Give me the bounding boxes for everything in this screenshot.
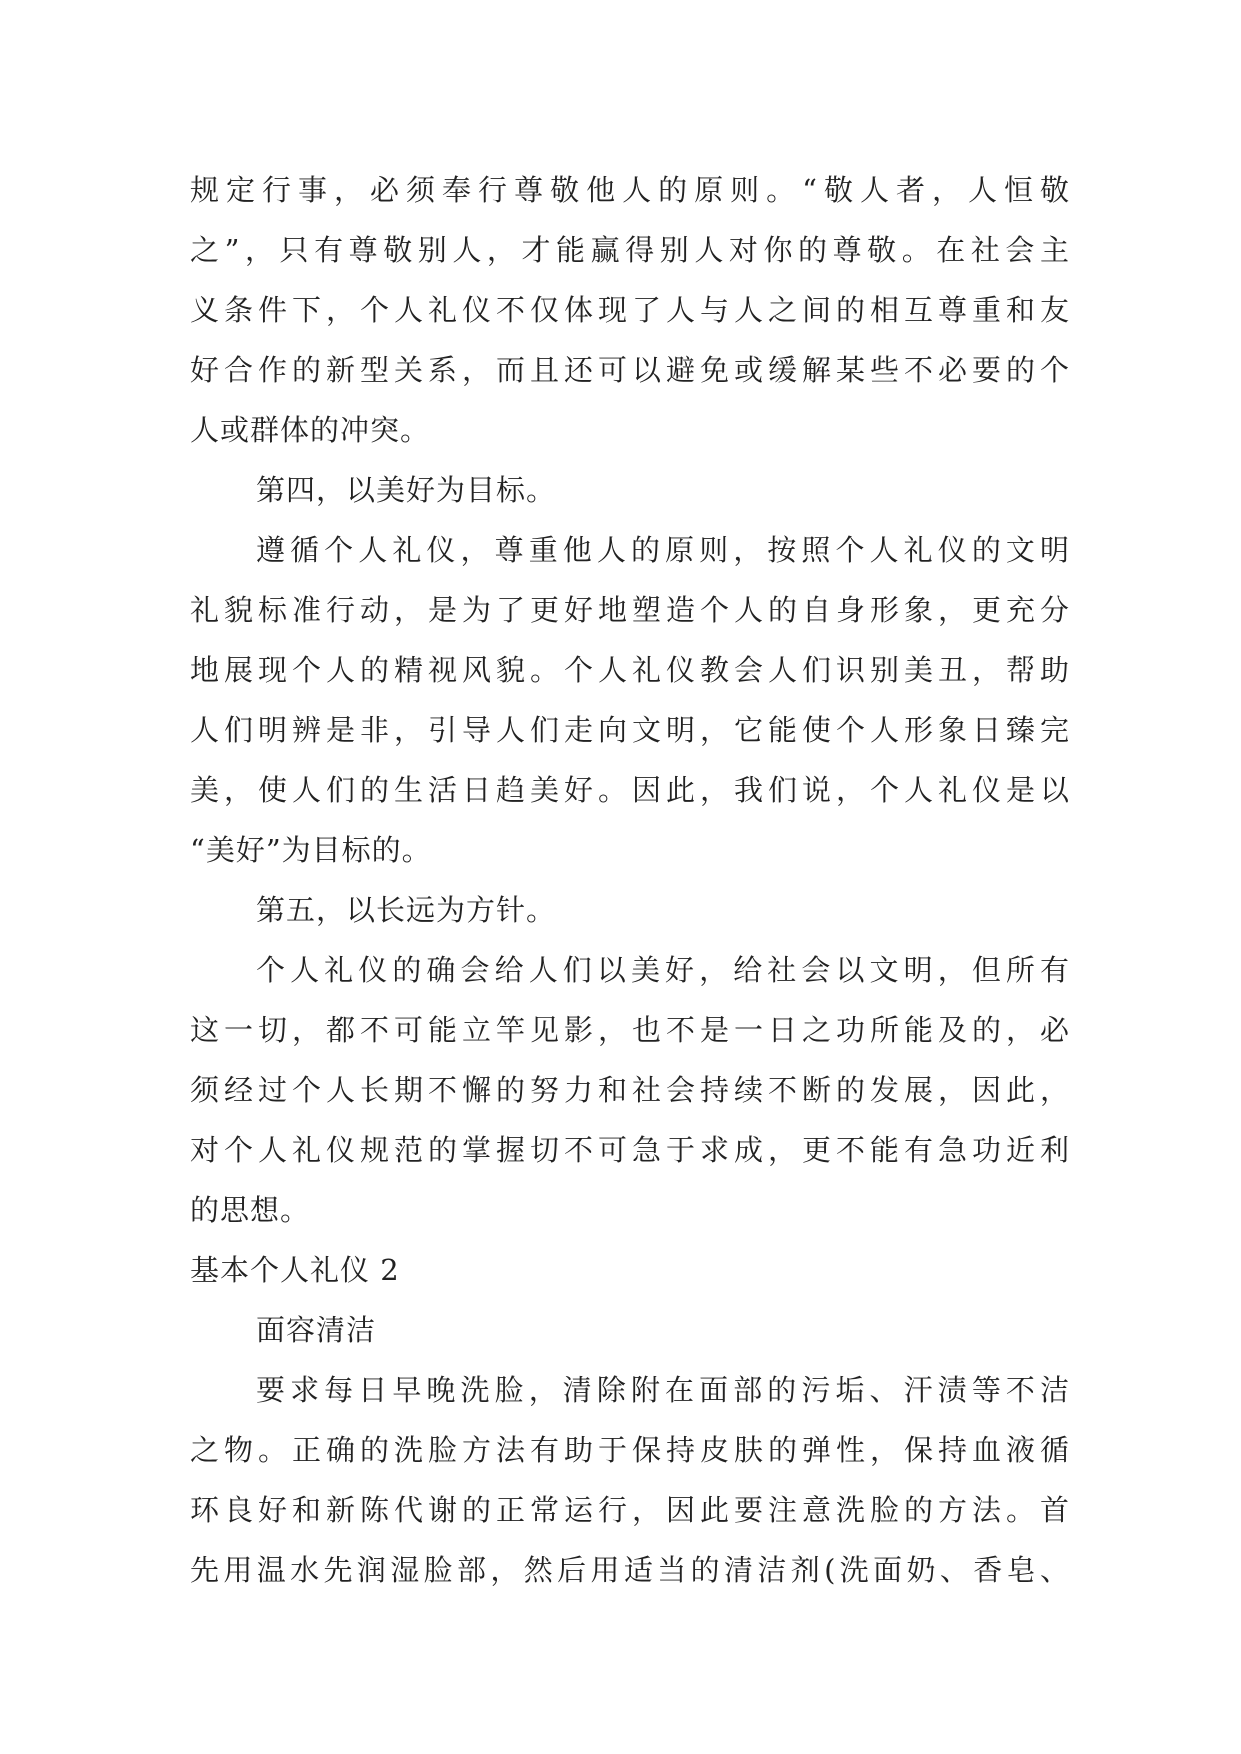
- text-line: 要求每日早晚洗脸，清除附在面部的污垢、汗渍等不洁: [256, 1373, 1070, 1407]
- text-line: 第五，以长远为方针。: [256, 893, 557, 927]
- text-line: 遵循个人礼仪，尊重他人的原则，按照个人礼仪的文明: [256, 533, 1070, 567]
- text-line: 第四，以美好为目标。: [256, 473, 557, 507]
- text-line: 对个人礼仪规范的掌握切不可急于求成，更不能有急功近利: [190, 1133, 1070, 1167]
- text-line: 须经过个人长期不懈的努力和社会持续不断的发展，因此，: [190, 1073, 1070, 1107]
- document-body: [190, 160, 1070, 1600]
- text-line: 环良好和新陈代谢的正常运行，因此要注意洗脸的方法。首: [190, 1493, 1070, 1527]
- paragraph-face-cleaning-heading: [190, 1300, 1070, 1360]
- text-line: “美好”为目标的。: [190, 833, 432, 867]
- text-line: 人或群体的冲突。: [190, 413, 431, 447]
- text-line: 之物。正确的洗脸方法有助于保持皮肤的弹性，保持血液循: [190, 1433, 1070, 1467]
- paragraph-beauty-goal: [190, 520, 1070, 880]
- text-line: 面容清洁: [256, 1313, 377, 1347]
- text-line: 先用温水先润湿脸部，然后用适当的清洁剂(洗面奶、香皂、: [190, 1553, 1070, 1587]
- text-line: 美，使人们的生活日趋美好。因此，我们说，个人礼仪是以: [190, 773, 1070, 807]
- text-line: 个人礼仪的确会给人们以美好，给社会以文明，但所有: [256, 953, 1070, 987]
- text-line: 义条件下，个人礼仪不仅体现了人与人之间的相互尊重和友: [190, 293, 1070, 327]
- text-line: 地展现个人的精视风貌。个人礼仪教会人们识别美丑，帮助: [190, 653, 1070, 687]
- paragraph-point-four-heading: [190, 460, 1070, 520]
- text-line: 好合作的新型关系，而且还可以避免或缓解某些不必要的个: [190, 353, 1070, 387]
- text-line: 礼貌标准行动，是为了更好地塑造个人的自身形象，更充分: [190, 593, 1070, 627]
- text-line: 规定行事，必须奉行尊敬他人的原则。“敬人者，人恒敬: [190, 173, 1070, 207]
- paragraph-point-five-heading: [190, 880, 1070, 940]
- text-line: 的思想。: [190, 1193, 311, 1227]
- paragraph-long-term: [190, 940, 1070, 1240]
- text-line: 人们明辨是非，引导人们走向文明，它能使个人形象日臻完: [190, 713, 1070, 747]
- text-line: 之”，只有尊敬别人，才能赢得别人对你的尊敬。在社会主: [190, 233, 1070, 267]
- section-heading: 基本个人礼仪 2: [190, 1253, 400, 1287]
- paragraph-respect-principle: [190, 160, 1070, 460]
- text-line: 这一切，都不可能立竿见影，也不是一日之功所能及的，必: [190, 1013, 1070, 1047]
- paragraph-face-cleaning: [190, 1360, 1070, 1600]
